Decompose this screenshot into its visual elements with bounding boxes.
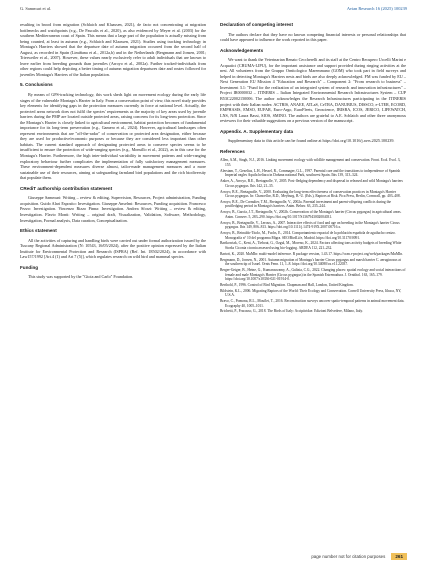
paragraph-appendix[interactable]: Supplementary data to this article can be found online at https://doi.org/10.1016/j.avrs.2025.100239. [228, 138, 395, 144]
right-column [220, 22, 406, 315]
running-head-journal[interactable]: Avian Research 16 (2025) 100239 [346, 6, 407, 11]
reference-list [220, 158, 406, 314]
page-number-badge: 261 [391, 553, 407, 560]
reference-item[interactable]: Arroyo, B., García, J.T., Bretagnolle, V., 2002b. Conservation of the Montagu's harrier (Circus pygargus) in agricultural areas. Anim. Conserv. 5, 283–290. https://doi.org/10.1017/S1367943002004031. [220, 210, 402, 219]
paragraph-acknowledgements: We want to thank the Veterinarian Renato Ceccherelli and its staff at the Centro Recupero Uccelli Marini e Acquatici (CRUMA-LIPU), for the important assistance and support provided during ringing activities at the nest. All volunteers from the Gruppo Ornitologico Maremmano (GOM) who took part in field surveys and helped in detecting Montagu's Harriers nests and birds are also deeply acknowledged. FM was funded by EU – Next Generation EU Mission 4 "Education and Research" – Component 2: "From research to business" – Investment 3.1: "Fund for the realization of an integrated system of research and innovation infrastructures" – Project IR0000032 – ITINERIS – Italian Integrated Environmental Research Infrastructures System – CUP B53C22002150006. The author acknowledges the Research Infrastructures participating in the ITINERIS project with their Italian nodes: ACTRIS, ANAEE, ATLaS, CeTRA, DANUBIUS, DISSCO, e-LTER, ECORD, EMPHASIS, EMSO, EUFAR, Euro-Argo, EuroFleets, Geoscience, IBISBA, ICOS, JERICO, LIFEWATCH, LNS, N/R Laura Bassi, SIOS, SMINO. The authors are grateful to A.E. Schlaich and other three anonymous reviewers for their valuable suggestions on a previous version of the manuscript. [220, 57, 406, 124]
heading-ethics: Ethics statement [20, 228, 57, 234]
reference-item[interactable]: Bildstein, K.L., 2006. Migrating Raptors of the World: Their Ecology and Conservation. Cornell University Press, Ithaca, NY, U.S.A. [220, 288, 402, 298]
reference-item[interactable]: Allen, A.M., Singh, N.J., 2016. Linking movement ecology with wildlife management and conservation. Front. Ecol. Evol. 3, 155. [220, 158, 401, 167]
page-footer [20, 553, 407, 560]
reference-item[interactable]: Bartkowiak, C., Keni, A., Tiebout, G., Ozgul, M., Moreno, K., 2024. Factors affecting tons activity budgets of breeding White Storks Ciconia ciconia assessed using bio-logging. ARDEA 112, 221–232. [220, 241, 402, 250]
heading-acknowledgements: Acknowledgements [220, 47, 264, 53]
reference-item[interactable]: Bravo, C., Pomona, R.L., Mouflet, T., 2016. Reconstruction surveys uncover spatio-temporal patterns in animal movement data. Ecography 40, 1005–1011. [220, 299, 405, 308]
heading-appendix: Appendix. A. Supplementary data [220, 128, 294, 134]
reference-item[interactable]: Brichetti, P., Fracasso, G., 2018. The Birds of Italy: Accipitridae. Edizioni Belvedere, Milano, Italy. [220, 309, 364, 314]
reference-item[interactable]: Bartoń, K., 2020. MuMIn: multi-model inference. R package version, 1.43.17. https://cran.r-project.org/web/packages/MuMIn. [220, 251, 403, 256]
running-head [20, 6, 407, 16]
footer-note: page number not for citation purposes [311, 554, 386, 559]
heading-references: References [220, 148, 245, 154]
paragraph-credit: Giuseppe Sammuri: Writing – review & editing, Supervision, Resources, Project administration, Funding acquisition. Guido Alari Esposito: Investigation. Giuseppe Anselmi: Resources, Funding acquisition. Francesco Pezzo: Investigation. Vincenzo Rizzo Pinna: Investigation. Andrea Sforzi: Writing – review & editing, Investigation. Flavio Monti: Writing – original draft, Visualization, Validation, Software, Methodology, Investigation, Formal analysis, Data curation, Conceptualization. [20, 195, 206, 223]
heading-credit: CRediT authorship contribution statement [20, 185, 113, 191]
reference-item[interactable]: Berthold, P., 1996. Control of Bird Migration. Chapman and Hall, London, United Kingdom. [220, 282, 354, 287]
reference-item[interactable]: Arroyo, B.E., De Cornulier, T.M., Bretagnolle, V., 2002a. Parental investment and parent-offspring conflicts during the postfledging period in Montagu's harriers. Anim. Behav. 63, 235–244. [220, 199, 391, 209]
left-column [20, 22, 206, 284]
reference-item[interactable]: Alerstam, T., Gezelius, L.H., Hessel, R., Commager, G.L., 1997. Parental care and the transitions to independence of Spanish Imperial eagles Aquila heliaca in Doñana national Park, southwest Spain. Ibis 139, 313–324. [220, 168, 401, 178]
paragraph-migration: resulting in brood from migration (Schlaich and Klaassen, 2021), de facto not concentrating at migration bottlenecks and watchpoints (e.g., De Pascalis et al., 2020), as also evidenced by Meyer et al. (2003) for the southern Mediterranean coast of Spain. This means that a large part of the population is actually missing from being counted, at least in autumn (e.g., Schlaich and Klaassen, 2021). Studies using tracking technology in Montagu's Harriers showed that the departure date of autumn migration occurred from the second half of August, as recorded in Spain (Limiñana et al., 2012a,b) and in the Netherlands (Bergmann and Jonsen, 2001; Trierweiler et al., 2007). However, these values nearly exclusively refer to adult individuals that are known to leave earlier from breeding grounds than juveniles (Arroyo et al., 2002a). Further tracked-individuals from other regions could help depicting a better timing of autumn migration departures date and routes followed for juveniles Montagu's Harriers of the Italian population. [20, 22, 206, 77]
running-head-authors: G. Sammuri et al. [20, 6, 52, 11]
reference-item[interactable]: Bergmann, D., Jonsen, N., 2001. Autumn migration of Montagu's harrier Circus pygargus and marsh harrier C. aeruginosus at the southern tip of Israel. Ornis Fenn. 11, 1–8. https://doi.org/10.34080/os.v11.22037. [220, 257, 401, 267]
heading-conclusions: 5. Conclusions [20, 82, 53, 88]
heading-funding: Funding [20, 264, 39, 270]
paragraph-funding: This study was supported by the "Gioia and Carlo" Foundation. [28, 274, 134, 280]
reference-item[interactable]: Arroyo, B., Reinaldo-Titolo, M., Fuchs, E., 2014. Comportamiento espacial de la población española de aguilucho cenizo. Monografía n° 10 del programa Migra. SEO/BirdLife, Madrid. https://doi.org/10.31170/0091. [220, 231, 396, 240]
heading-declaration: Declaration of competing interest [220, 22, 294, 27]
paragraph-conclusions: By means of GPS-tracking technology, this work sheds light on movement ecology during the early life stages of the vulnerable Montagu's Harrier in Italy. From a conservation point of view, this novel study provides key elements for identifying gaps in the protection measures currently in force at national level. Actually, the protected areas network does not fulfil the species' requirements as the majority of key areas used by juvenile harriers during the PMP are located outside protected areas, raising concerns for its long-term protection. Since the Montagu's Harrier is closely linked to agricultural environment, habitat protection becomes of fundamental importance for its long-term preservation (e.g., Gamero et al., 2024). However, agricultural landscapes often represent environments that are "off-the-radar" of conservation or protected area designation, either because they are used for productive/economic purposes or because they are considered less important than other habitats. The current standard approach of designating protected areas to conserve species seems to be insufficient to ensure the protection of wide-ranging species (e.g., Monsillo et al., 2022), as in this case for the Montagu's Harrier. Furthermore, the high inter-individual variability in movement patterns and wide-ranging exploratory behaviour further complicates the implementation of fully satisfactory management measures. These environment-dependent measures diverse almost, tailor-made management measures and a more sustainable use of their resources, aiming at safeguarding farmland bird populations and the rich biodiversity that populate them. [20, 92, 206, 181]
paragraph-ethics: All the activities of capturing and handling birds were carried out under formal authorization issued by the Tuscany Regional Administration (N: 10543, 16/05/2024), after the positive opinion expressed by the Italian Institute for Environmental Protection and Research (ISPRA) (Ref. Int. 18502/2024), in accordance with Law157/1992 [Art.4 (1) and Art 7 (5)], which regulates research on wild bird and mammal species. [20, 237, 206, 260]
paragraph-declaration: The authors declare that they have no known competing financial interests or personal relationships that could have appeared to influence the work reported in this paper. [220, 31, 406, 43]
reference-item[interactable]: Arroyo, B.E., Bretagnolle, V., 2000. Evaluating the long-term effectiveness of conservation practices in Montagu's Harrier Circus pygargus. In: Chancellor, R.D., Meyburg, B.-U. (Eds.), Raptors at Risk. Pica Press, Berlin, Cornwall, pp. 403–408. [220, 189, 401, 199]
reference-item[interactable]: Arroyo, B., Bretagnolle, V., Leroux, A., 2007. Interactive effects of food and age on breeding in the Montagu's harrier Circus pygargus. Ibis 149, 806–813. https://doi.org/10.1111/j.1474-919X.2007.00716.x. [220, 220, 400, 230]
reference-item[interactable]: Anker, A., Arroyo, B.E., Bretagnolle, V., 2005. Post-fledging dependency and dispersal in released and wild Montagu's harriers Circus pygargus. Ibis 142, 21–35. [220, 179, 403, 188]
reference-item[interactable]: Berger-Geiger, B., Heine, G., Kumaraswamy, A., Galizia, C.G., 2022. Changing places: spatial ecology and social interactions of female and male Montagu's Harrier (Circus pygargus) in the Spanish Estremadura. J. Ornithol. 163, 165–179. https://doi.org/10.1007/s10336-021-01914-0. [220, 267, 406, 282]
